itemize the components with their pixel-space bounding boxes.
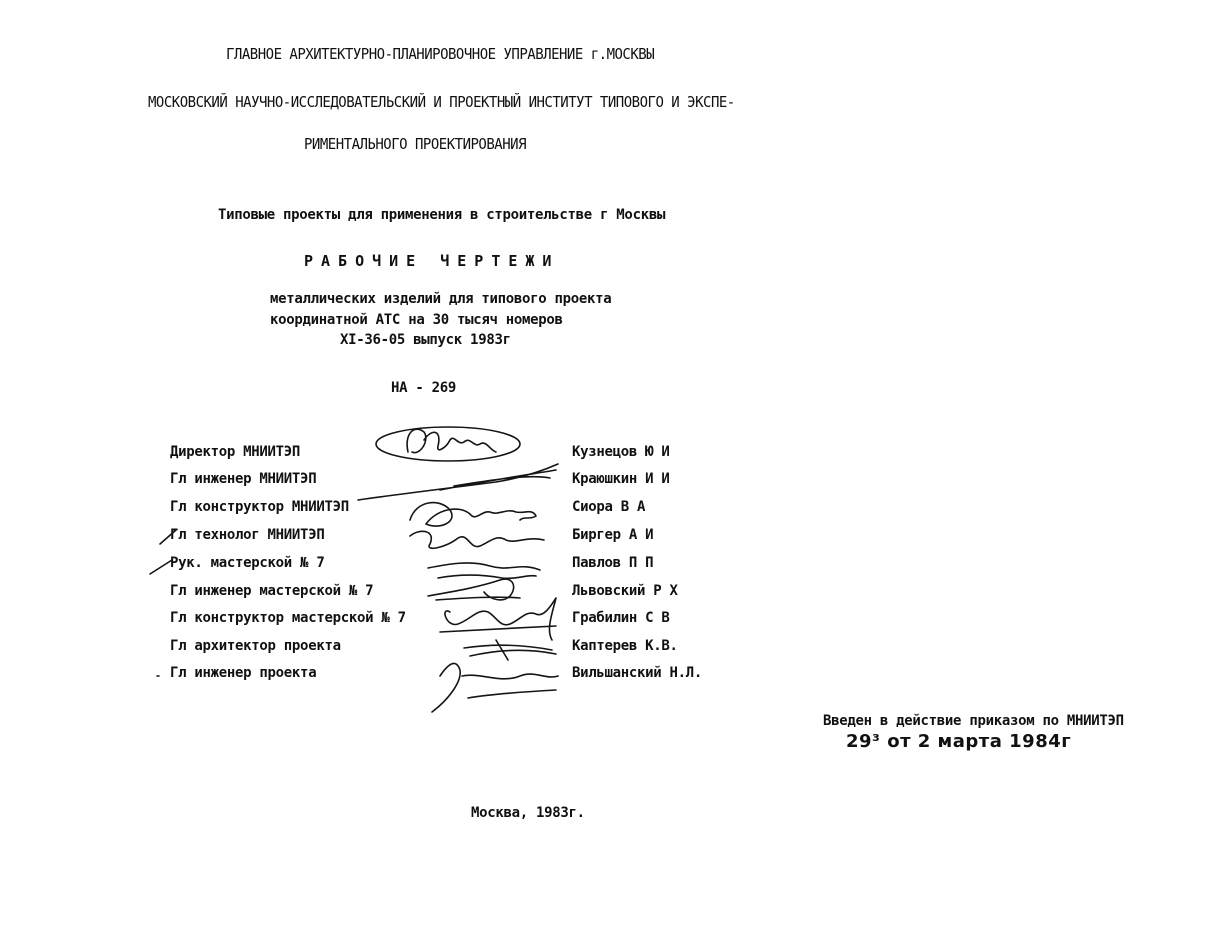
intro-line: Типовые проекты для применения в строительстве г Москвы <box>218 207 666 223</box>
document-code: НА - 269 <box>391 380 457 396</box>
header-line-1: ГЛАВНОЕ АРХИТЕКТУРНО-ПЛАНИРОВОЧНОЕ УПРАВЛЕНИЕ г.МОСКВЫ <box>226 46 655 64</box>
footer-place-year: Москва, 1983г. <box>471 805 585 821</box>
signatory-name: Сиора В А <box>572 499 646 515</box>
signatory-name: Грабилин С В <box>572 610 670 626</box>
signatory-name: Биргер А И <box>572 527 654 543</box>
signatory-name: Львовский Р Х <box>572 583 678 599</box>
signatory-name: Кузнецов Ю И <box>572 444 670 460</box>
enactment-note: Введен в действие приказом по МНИИТЭП <box>823 713 1124 729</box>
description-line-3: XI-36-05 выпуск 1983г <box>340 332 511 348</box>
signatory-name: Каптерев К.В. <box>572 638 678 654</box>
signatory-role: Рук. мастерской № 7 <box>170 555 325 571</box>
description-line-1: металлических изделий для типового проекта <box>270 291 612 307</box>
signatory-role: Гл технолог МНИИТЭП <box>170 527 325 543</box>
signatory-name: Павлов П П <box>572 555 654 571</box>
signatory-role: Гл инженер МНИИТЭП <box>170 471 317 487</box>
signatory-name: Краюшкин И И <box>572 471 670 487</box>
header-line-2: МОСКОВСКИЙ НАУЧНО-ИССЛЕДОВАТЕЛЬСКИЙ И ПРОЕКТНЫЙ ИНСТИТУТ ТИПОВОГО И ЭКСПЕ- <box>148 94 735 112</box>
enactment-handwritten-date: 29³ от 2 марта 1984г <box>846 731 1072 752</box>
signatory-role: Гл конструктор мастерской № 7 <box>170 610 406 626</box>
signatory-role: Директор МНИИТЭП <box>170 444 301 460</box>
signatory-role: Гл архитектор проекта <box>170 638 341 654</box>
description-line-2: координатной АТС на 30 тысяч номеров <box>270 312 563 328</box>
signatory-role: Гл инженер мастерской № 7 <box>170 583 374 599</box>
signatory-name: Вильшанский Н.Л. <box>572 665 703 681</box>
document-title: РАБОЧИЕ ЧЕРТЕЖИ <box>304 252 560 270</box>
header-line-3: РИМЕНТАЛЬНОГО ПРОЕКТИРОВАНИЯ <box>304 136 527 154</box>
signatory-role: Гл конструктор МНИИТЭП <box>170 499 349 515</box>
signatory-role: Гл инженер проекта <box>170 665 317 681</box>
